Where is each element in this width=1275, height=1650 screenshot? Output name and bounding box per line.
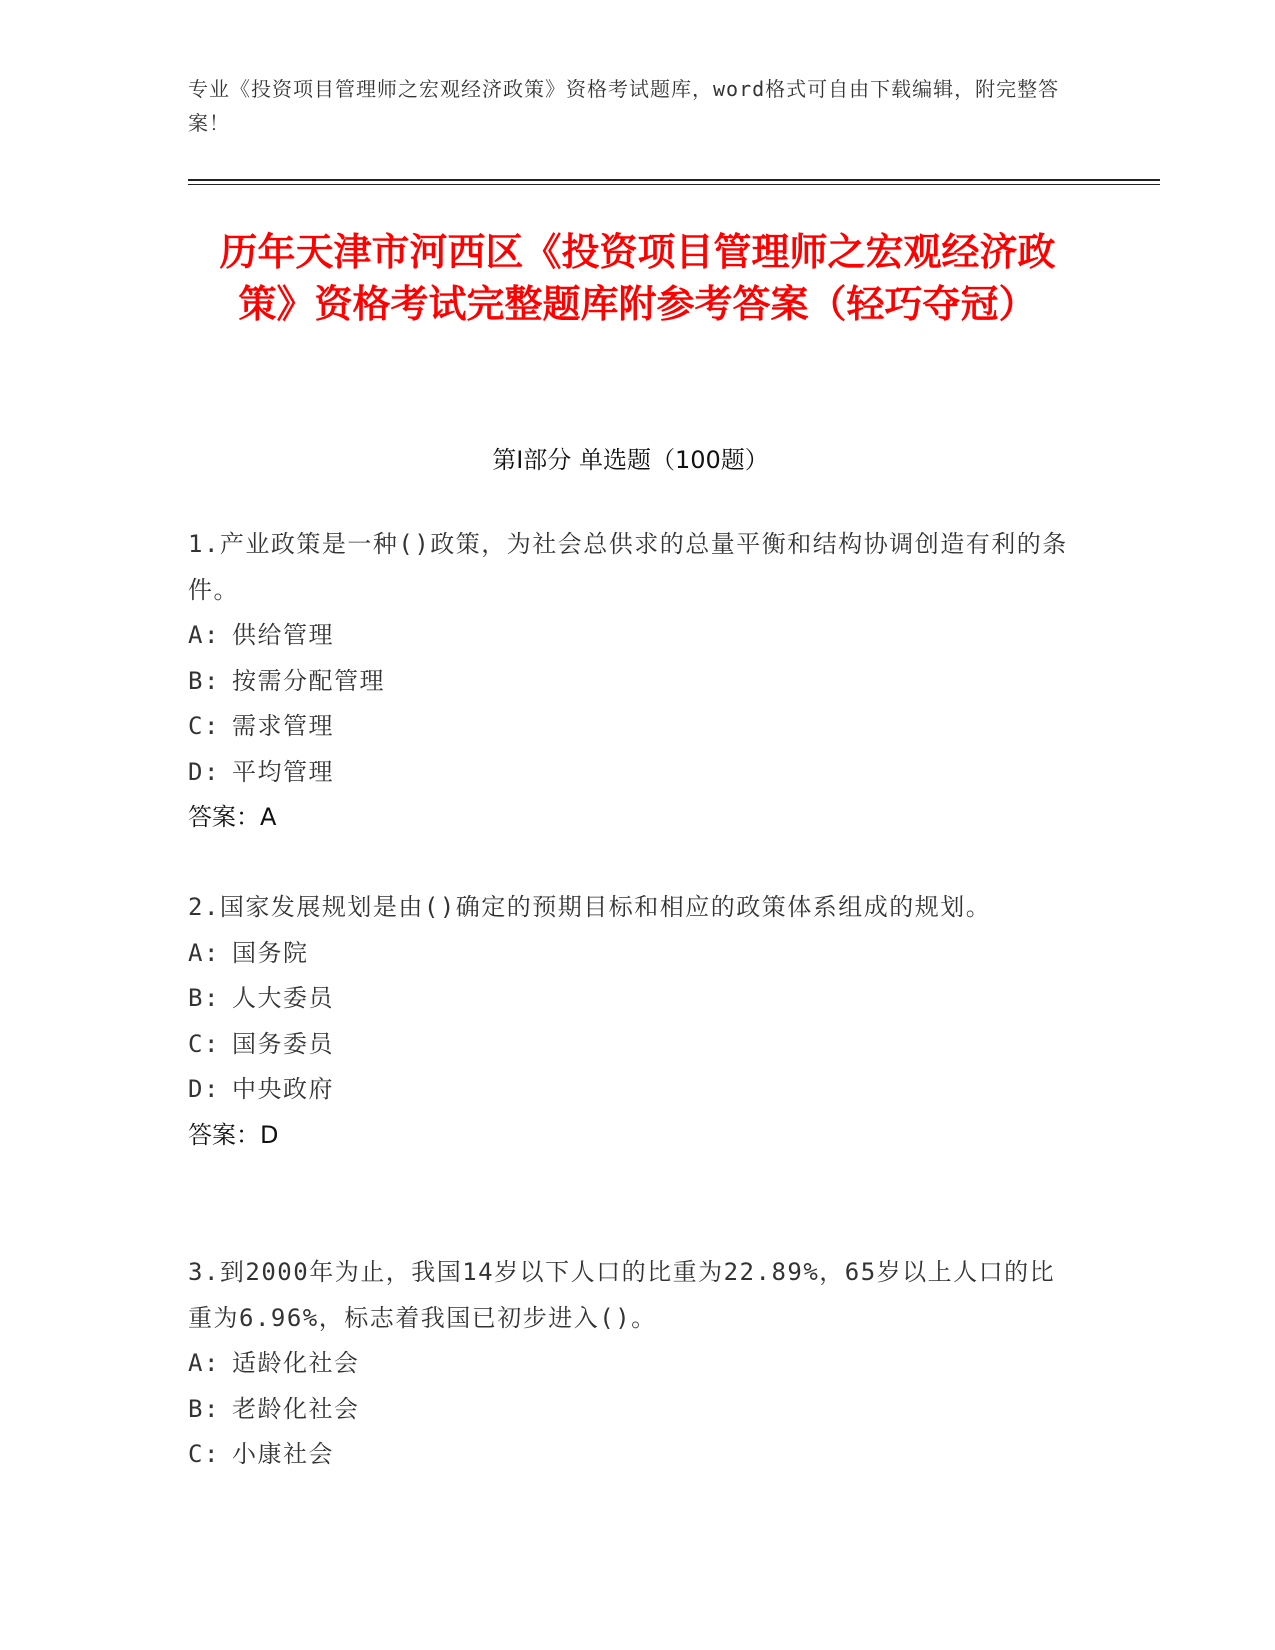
- option-text: 按需分配管理: [232, 666, 385, 695]
- question-2: [188, 885, 1068, 1158]
- option-text: 需求管理: [232, 712, 334, 740]
- option-text: 小康社会: [232, 1440, 334, 1468]
- question-1: [188, 522, 1068, 841]
- answer-line: 答案：A: [188, 803, 277, 831]
- header-note: 专业《投资项目管理师之宏观经济政策》资格考试题库，word格式可自由下载编辑，附完整答案！: [188, 77, 1060, 135]
- option-letter: C:: [188, 1029, 220, 1058]
- option-text: 老龄化社会: [232, 1394, 360, 1423]
- option-letter: D:: [188, 1075, 220, 1103]
- option-letter: B:: [188, 984, 220, 1012]
- option-letter: A:: [188, 621, 220, 649]
- question-stem: 2.国家发展规划是由()确定的预期目标和相应的政策体系组成的规划。: [188, 893, 992, 921]
- option-letter: B:: [188, 666, 220, 695]
- option-text: 国务委员: [232, 1029, 334, 1058]
- question-stem: 1.产业政策是一种()政策，为社会总供求的总量平衡和结构协调创造有利的条件。: [188, 530, 1068, 604]
- option-b: [188, 659, 1068, 705]
- option-letter: C:: [188, 1440, 220, 1468]
- option-text: 中央政府: [232, 1075, 334, 1103]
- option-text: 人大委员: [232, 984, 334, 1012]
- option-letter: B:: [188, 1394, 220, 1423]
- option-letter: D:: [188, 757, 220, 786]
- question-stem: 3.到2000年为止，我国14岁以下人口的比重为22.89%，65岁以上人口的比重为6.96%，标志着我国已初步进入()。: [188, 1258, 1056, 1332]
- option-text: 平均管理: [232, 757, 334, 786]
- option-c: [188, 1432, 1068, 1478]
- header-divider-thin: [188, 184, 1160, 185]
- option-letter: C:: [188, 712, 220, 740]
- option-letter: A:: [188, 938, 220, 967]
- option-a: [188, 613, 1068, 659]
- option-d: [188, 1067, 1068, 1113]
- option-b: [188, 976, 1068, 1022]
- question-3: [188, 1250, 1068, 1478]
- option-text: 适龄化社会: [232, 1349, 360, 1377]
- option-letter: A:: [188, 1349, 220, 1377]
- option-c: [188, 704, 1068, 750]
- section-title: 第Ⅰ部分 单选题（100题）: [492, 446, 769, 474]
- option-text: 国务院: [232, 938, 309, 967]
- answer-line: 答案：D: [188, 1120, 279, 1149]
- document-title: 历年天津市河西区《投资项目管理师之宏观经济政策》资格考试完整题库附参考答案（轻巧夺冠）: [219, 230, 1056, 326]
- option-c: [188, 1022, 1068, 1068]
- option-d: [188, 750, 1068, 796]
- option-a: [188, 1341, 1068, 1387]
- option-a: [188, 931, 1068, 977]
- header-divider-thick: [188, 179, 1160, 181]
- option-b: [188, 1387, 1068, 1433]
- option-text: 供给管理: [232, 621, 334, 649]
